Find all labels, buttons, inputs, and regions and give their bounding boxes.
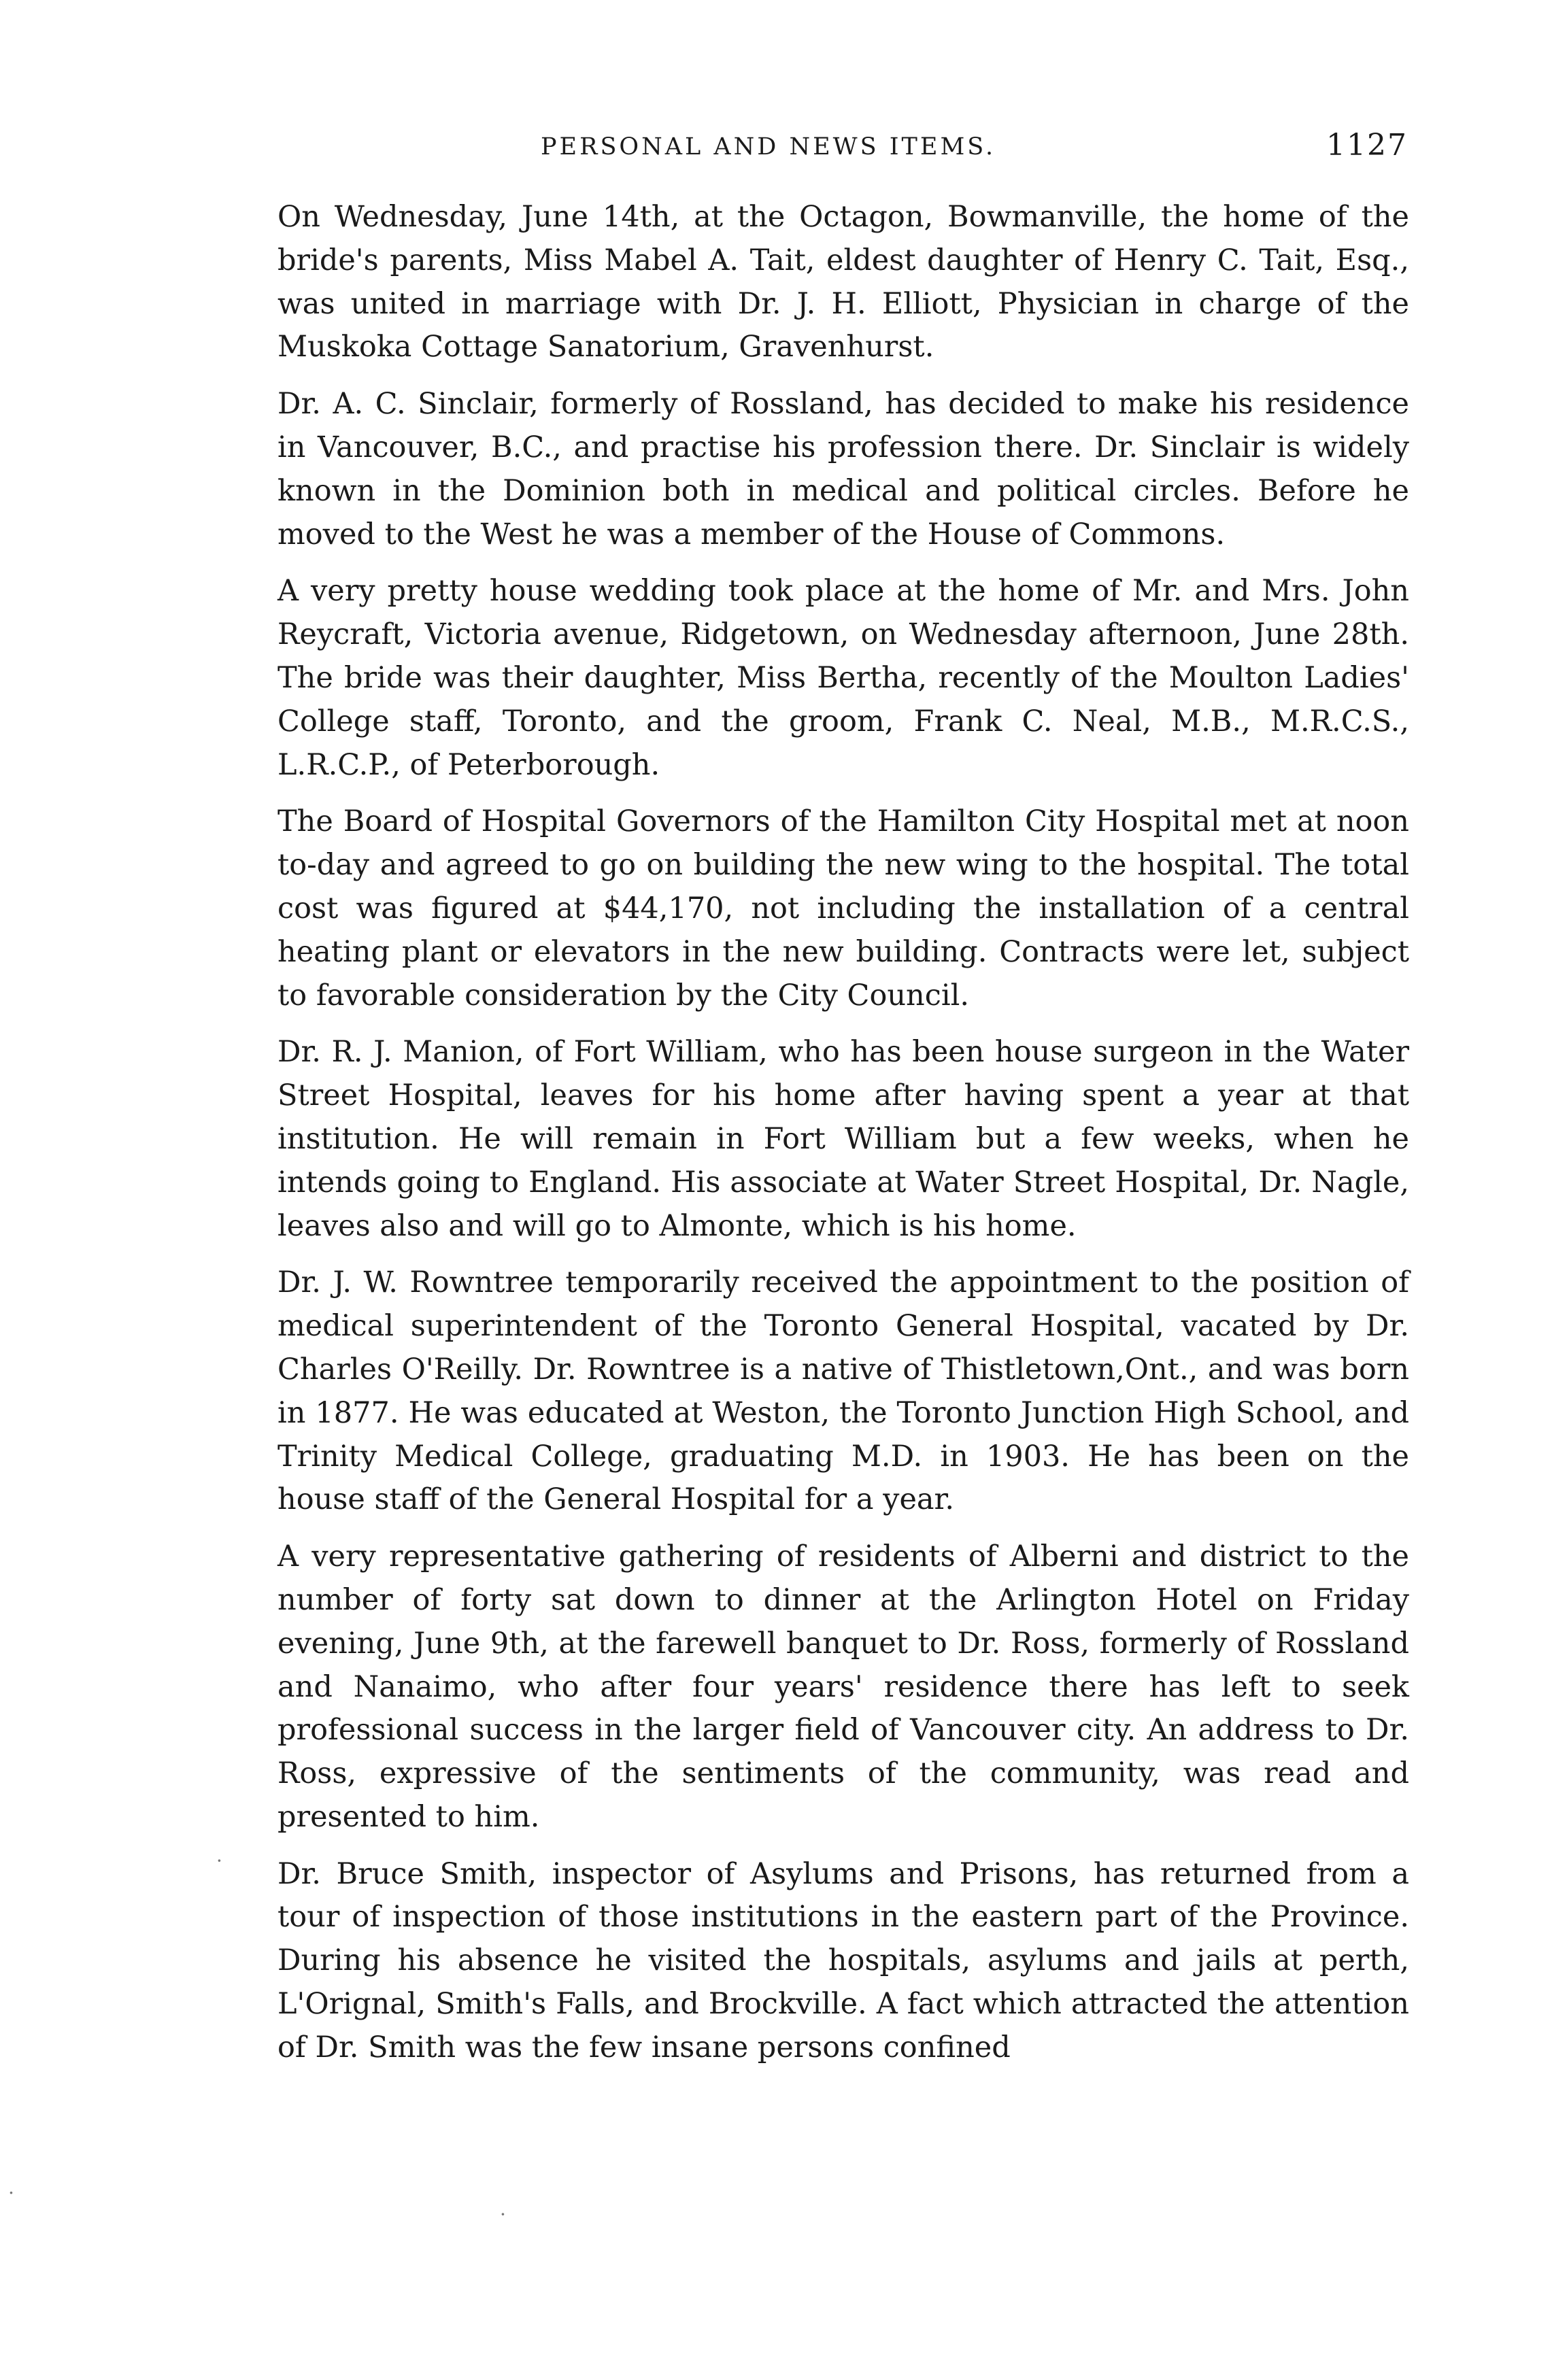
paragraph-manion: Dr. R. J. Manion, of Fort William, who has been house surgeon in the Water Street Hospital, leaves for his home after having spent a year at that institution. He will remain in Fort William but a few weeks, when he intends going to England. His associate at Water Street Hospital, Dr. Nagle, leaves also and will go to Almonte, which is his home. [277,1035,1409,1243]
paragraph-alberni-banquet: A very representative gathering of residents of Alberni and district to the number of forty sat down to dinner at the Arlington Hotel on Friday evening, June 9th, at the farewell banquet to Dr. Ross, formerly of Rossland and Nanaimo, who after four years' residence there has left to seek professional success in the larger field of Vancouver city. An address to Dr. Ross, expressive of the sentiments of the community, was read and presented to him. [277,1540,1409,1834]
margin-speck: · [500,2203,506,2226]
margin-speck: . [8,2176,14,2198]
paragraph-bruce-smith: Dr. Bruce Smith, inspector of Asylums and Prisons, has returned from a tour of inspection of those institutions in the eastern part of the Province. During his absence he visited the hospitals, asylums and jails at perth, L'Orignal, Smith's Falls, and Brockville. A fact which attracted the attention of Dr. Smith was the few insane persons confined [277,1856,1409,2064]
page-number: 1127 [1326,128,1408,163]
running-head: PERSONAL AND NEWS ITEMS. [541,133,996,160]
margin-speck: · [216,1850,222,1872]
paragraph-hamilton-hospital: The Board of Hospital Governors of the Hamilton City Hospital met at noon to-day and agreed to go on building the new wing to the hospital. The total cost was figured at $44,170, not including the installation of a central heating plant or elevators in the new building. Contracts were let, subject to favorable consideration by the City Council. [277,804,1409,1013]
paragraph-reycraft-wedding: A very pretty house wedding took place at the home of Mr. and Mrs. John Reycraft, Victoria avenue, Ridgetown, on Wednesday afternoon, June 28th. The bride was their daughter, Miss Bertha, recently of the Moulton Ladies' College staff, Toronto, and the groom, Frank C. Neal, M.B., M.R.C.S., L.R.C.P., of Peterborough. [277,574,1409,782]
page-header [279,128,1408,169]
paragraph-rowntree: Dr. J. W. Rowntree temporarily received the appointment to the position of medical superintendent of the Toronto General Hospital, vacated by Dr. Charles O'Reilly. Dr. Rowntree is a native of Thistletown,Ont., and was born in 1877. He was educated at Weston, the Toronto Junction High School, and Trinity Medical College, graduating M.D. in 1903. He has been on the house staff of the General Hospital for a year. [277,1265,1409,1517]
paragraph-elliott-wedding: On Wednesday, June 14th, at the Octagon, Bowmanville, the home of the bride's parents, Miss Mabel A. Tait, eldest daughter of Henry C. Tait, Esq., was united in marriage with Dr. J. H. Elliott, Physician in charge of the Muskoka Cottage Sanatorium, Gravenhurst. [277,200,1409,364]
paragraph-sinclair: Dr. A. C. Sinclair, formerly of Rossland, has decided to make his residence in Vancouver, B.C., and practise his profession there. Dr. Sinclair is widely known in the Dominion both in medical and political circles. Before he moved to the West he was a member of the House of Commons. [277,387,1409,551]
body-text [277,196,1409,2084]
